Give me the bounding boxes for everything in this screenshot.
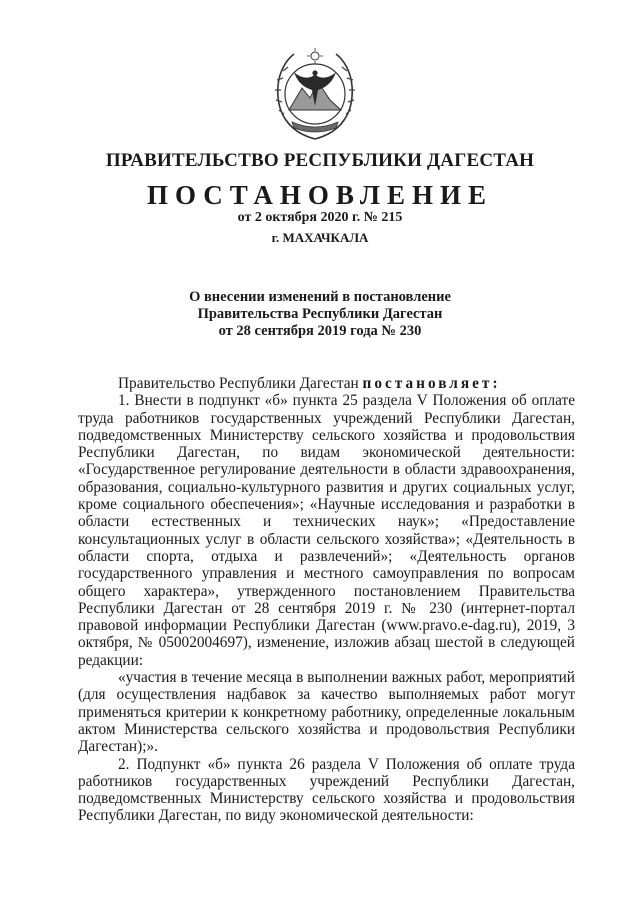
intro-verb: постановляет: <box>362 375 501 392</box>
date-number: от 2 октября 2020 г. № 215 <box>237 210 403 225</box>
paragraph-1: 1. Внести в подпункт «б» пункта 25 раздела V Положения об оплате труда работников государственных учреждений Республики Дагестан, подведомственных Министерству сельского хозяйства и продовольствия Республики Дагестан, по видам экономической деятельности: «Государственное регулирование деятельности в области здравоохранения, образования, социально-культурного развития и других социальных услуг, кроме социального обеспечения»; «Научные исследования и разработки в области естественных и технических наук»; «Предоставление консультационных услуг в области сельского хозяйства»; «Деятельность в области спорта, отдыха и развлечений»; «Деятельность органов государственного управления и местного самоуправления по вопросам общего характера», утвержденного постановлением Правительства Республики Дагестан от 28 сентября 2019 г. № 230 (интернет-портал правовой информации Республики Дагестан (www.pravo.e-dag.ru), 2019, 3 октября, № 05002004697), изменение, изложив абзац шестой в следующей редакции: <box>78 392 575 669</box>
organization-name: ПРАВИТЕЛЬСТВО РЕСПУБЛИКИ ДАГЕСТАН <box>105 150 535 171</box>
subject-line-1: О внесении изменений в постановление <box>189 289 451 305</box>
dagestan-coat-of-arms-icon <box>270 44 360 144</box>
quoted-paragraph: «участия в течение месяца в выполнении важных работ, мероприятий (для осуществления надбавок за качество выполняемых работ могут применяться критерии к конкретному работнику, определенные локальным актом Министерства сельского хозяйства и продовольствия Республики Дагестан);». <box>78 669 575 756</box>
subject-line-3: от 28 сентября 2019 года № 230 <box>218 323 422 339</box>
intro-prefix: Правительство Республики Дагестан <box>118 375 359 392</box>
city: г. МАХАЧКАЛА <box>271 230 369 245</box>
subject-line-2: Правительства Республики Дагестан <box>197 306 443 322</box>
paragraph-2: 2. Подпункт «б» пункта 26 раздела V Положения об оплате труда работников государственных учреждений Республики Дагестан, подведомственных Министерству сельского хозяйства и продовольствия Республики Дагестан, по виду экономической деятельности: <box>78 755 575 825</box>
document-body <box>78 375 575 825</box>
document-type: ПОСТАНОВЛЕНИЕ <box>146 180 494 210</box>
document-subject <box>0 289 640 340</box>
intro-paragraph <box>78 375 575 392</box>
